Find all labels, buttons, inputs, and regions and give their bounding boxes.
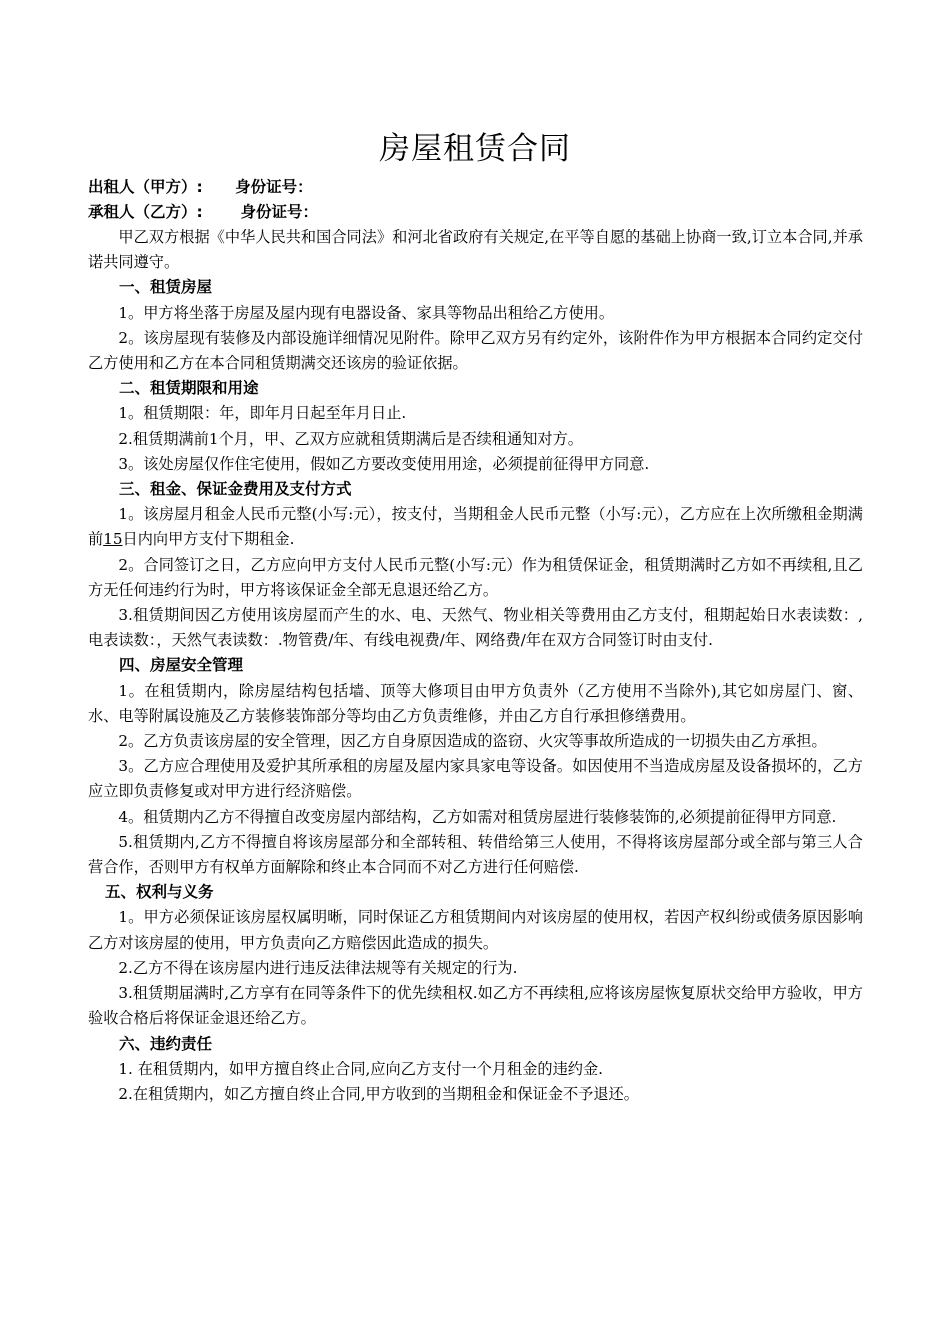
clause: 1。租赁期限：年，即年月日起至年月日止. <box>118 404 407 423</box>
document-title: 房屋租赁合同 <box>379 131 571 167</box>
clause: 2.在租赁期内，如乙方擅自终止合同,甲方收到的当期租金和保证金不予退还。 <box>118 1084 639 1103</box>
clause: 2。乙方负责该房屋的安全管理，因乙方自身原因造成的盗窃、火灾等事故所造成的一切损失由乙方承担。 <box>118 732 827 751</box>
clause: 5.租赁期内,乙方不得擅自将该房屋部分和全部转租、转借给第三人使用，不得将该房屋部分或全部与第三人合营合作，否则甲方有权单方面解除和终止本合同而不对乙方进行任何赔偿. <box>88 832 863 877</box>
section-heading-liability: 六、违约责任 <box>119 1034 213 1053</box>
lessee-line: 承租人（乙方）: 身份证号： <box>88 203 318 221</box>
clause: 1。甲方必须保证该房屋权属明晰，同时保证乙方租赁期间内对该房屋的使用权，若因产权纠纷或债务原因影响乙方对该房屋的使用，甲方负责向乙方赔偿因此造成的损失。 <box>88 908 863 952</box>
clause: 3.租赁期间因乙方使用该房屋而产生的水、电、天然气、物业相关等费用由乙方支付，租期起始日水表读数：,电表读数：，天然气表读数：.物管费/年、有线电视费/年、网络费/年在双方合同签订时由支付. <box>88 606 863 650</box>
clause: 1. 在租赁期内，如甲方擅自终止合同,应向乙方支付一个月租金的违约金. <box>118 1059 603 1078</box>
section-heading-lease-term: 二、租赁期限和用途 <box>119 379 259 398</box>
clause: 4。租赁期内乙方不得擅自改变房屋内部结构，乙方如需对租赁房屋进行装修装饰的,必须提前征得甲方同意. <box>118 807 837 826</box>
clause-text: 日内向甲方支付下期租金. <box>122 530 295 549</box>
clause: 3。乙方应合理使用及爱护其所承租的房屋及屋内家具家电等设备。如因使用不当造成房屋及设备损坏的，乙方应立即负责修复或对甲方进行经济赔偿。 <box>88 757 863 801</box>
clause: 3。该处房屋仅作住宅使用，假如乙方要改变使用用途，必须提前征得甲方同意. <box>118 454 650 473</box>
clause: 1。在租赁期内，除房屋结构包括墙、顶等大修项目由甲方负责外（乙方使用不当除外),其它如房屋门、窗、水、电等附属设施及乙方装修装饰部分等均由乙方负责维修，并由乙方自行承担修缮费用。 <box>88 681 863 725</box>
section-heading-rights: 五、权利与义务 <box>105 883 214 902</box>
clause-rent <box>88 502 863 552</box>
clause: 2。合同签订之日，乙方应向甲方支付人民币元整(小写:元）作为租赁保证金，租赁期满时乙方如不再续租,且乙方无任何违约行为时，甲方将该保证金全部无息退还给乙方。 <box>88 555 863 599</box>
preamble: 甲乙双方根据《中华人民共和国合同法》和河北省政府有关规定,在平等自愿的基础上协商一致,订立本合同,并承诺共同遵守。 <box>88 228 863 272</box>
clause: 2。该房屋现有装修及内部设施详细情况见附件。除甲乙双方另有约定外，该附件作为甲方根据本合同约定交付乙方使用和乙方在本合同租赁期满交还该房的验证依据。 <box>88 328 863 373</box>
clause: 2.乙方不得在该房屋内进行违反法律法规等有关规定的行为. <box>118 958 518 977</box>
clause-text: 1。该房屋月租金人民币元整(小写:元），按支付，当期租金人民币元整（小写:元），乙方应在上次所缴租金期满前 <box>88 505 863 549</box>
section-heading-rent-payment: 三、租金、保证金费用及支付方式 <box>119 480 352 499</box>
clause: 2.租赁期满前1个月，甲、乙双方应就租赁期满后是否续租通知对方。 <box>118 429 583 448</box>
clause: 3.租赁期届满时,乙方享有在同等条件下的优先续租权.如乙方不再续租,应将该房屋恢复原状交给甲方验收，甲方验收合格后将保证金退还给乙方。 <box>88 984 863 1028</box>
section-heading-safety: 四、房屋安全管理 <box>119 656 244 675</box>
lessor-line: 出租人（甲方）: 身份证号： <box>88 178 313 196</box>
clause: 1。甲方将坐落于房屋及屋内现有电器设备、家具等物品出租给乙方使用。 <box>118 303 615 322</box>
payment-days-value: 15 <box>103 530 123 549</box>
section-heading-lease-house: 一、租赁房屋 <box>119 278 213 297</box>
contract-body <box>88 225 863 1107</box>
